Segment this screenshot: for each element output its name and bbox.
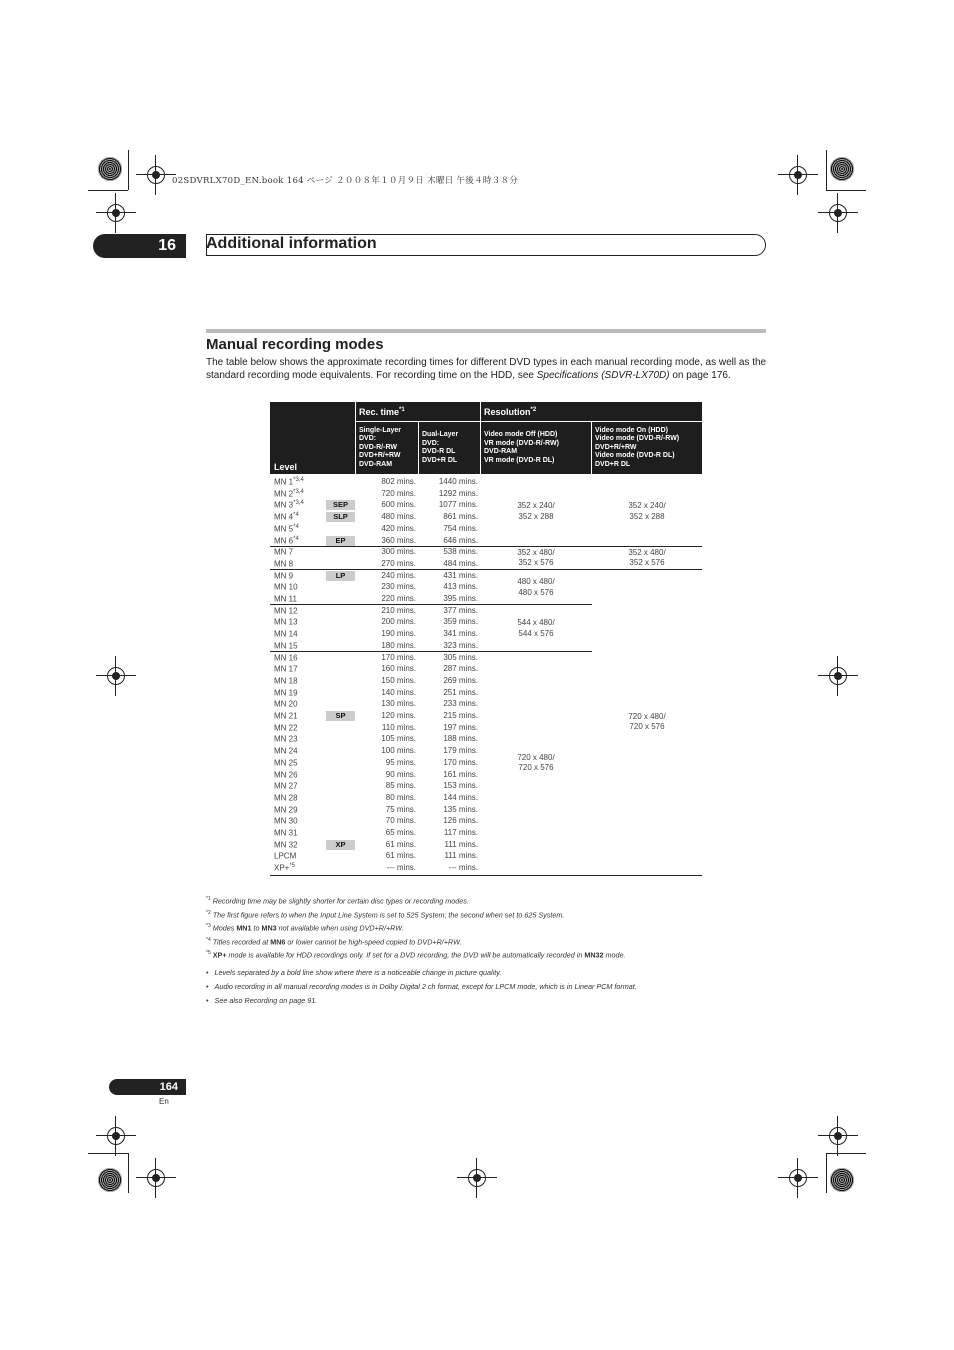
note-item: • Levels separated by a bold line show where there is a noticeable change in picture quality.: [206, 968, 502, 977]
footnote: $^{*5}$ XP+ mode is available for HDD recordings only. If set for a DVD recording, the DVD will be automatically recorded in MN32 mode.: [206, 950, 626, 960]
group-separator: [270, 569, 702, 570]
dual-layer-time: 646 mins.: [443, 535, 478, 545]
dual-layer-time: 135 mins.: [443, 804, 478, 814]
table-row: [270, 792, 702, 804]
single-layer-time: 160 mins.: [381, 664, 416, 674]
standard-mode-badge: LP: [326, 571, 355, 581]
resolution-value: 544 x 480/ 544 x 576: [517, 618, 555, 638]
section-title: Manual recording modes: [206, 336, 384, 353]
table-row: [270, 839, 702, 851]
trim-line: [128, 1153, 129, 1193]
table-row: [270, 652, 702, 664]
trim-line: [128, 150, 129, 190]
row-level: MN 29: [274, 805, 298, 815]
row-level: MN 19: [274, 688, 298, 698]
dual-layer-time: 305 mins.: [443, 652, 478, 662]
dual-layer-time: 161 mins.: [443, 769, 478, 779]
single-layer-time: 300 mins.: [381, 547, 416, 557]
table-row: [270, 815, 702, 827]
single-layer-time: 95 mins.: [385, 757, 416, 767]
resolution-value: 352 x 480/ 352 x 576: [517, 547, 555, 568]
single-layer-time: 100 mins.: [381, 746, 416, 756]
dual-layer-time: --- mins.: [448, 863, 478, 873]
single-layer-time: 270 mins.: [381, 558, 416, 568]
registration-swirl-icon: [830, 1168, 854, 1192]
crosshair-icon: [143, 1165, 169, 1191]
row-level: MN 23: [274, 735, 298, 745]
row-level: MN 3$^{*3,4}$: [274, 500, 304, 511]
table-row: [270, 535, 702, 547]
dual-layer-time: 323 mins.: [443, 640, 478, 650]
resolution-value: 352 x 240/ 352 x 288: [628, 501, 666, 521]
page-language: En: [159, 1097, 169, 1106]
footnote: $^{*2}$ The first figure refers to when the Input Line System is set to 525 System; the second when set to 625 System.: [206, 909, 565, 919]
header-rec-time-cell: [356, 402, 480, 421]
row-level: MN 10: [274, 582, 298, 592]
single-layer-time: 80 mins.: [385, 792, 416, 802]
registration-swirl-icon: [830, 157, 854, 181]
crosshair-icon: [785, 162, 811, 188]
registration-swirl-icon: [98, 157, 122, 181]
intro-text: The table below shows the approximate recording times for different DVD types in each manual recording mode, as well as the standard recording mode equivalents. For recording time on the HDD, see: [206, 357, 767, 381]
row-level: MN 32: [274, 840, 298, 850]
row-level: MN 21: [274, 711, 298, 721]
row-level: MN 26: [274, 770, 298, 780]
standard-mode-badge: EP: [326, 536, 355, 546]
resolution-value: 480 x 480/ 480 x 576: [517, 577, 555, 597]
single-layer-time: 220 mins.: [381, 594, 416, 603]
dual-layer-time: 251 mins.: [443, 687, 478, 697]
row-level: MN 14: [274, 629, 298, 639]
crosshair-icon: [825, 200, 851, 226]
row-level: MN 9: [274, 571, 294, 581]
trim-line: [826, 150, 827, 190]
table-row: [270, 827, 702, 839]
row-level: MN 20: [274, 699, 298, 709]
header-video-on: Video mode On (HDD) Video mode (DVD-R/-RW) DVD+R/+RW Video mode (DVD-R DL) DVD+R DL: [595, 426, 680, 468]
footnote: $^{*4}$ Titles recorded at MN6 or lower cannot be high-speed copied to DVD+R/+RW.: [206, 936, 462, 946]
intro-text-end: on page 176.: [669, 370, 731, 381]
dual-layer-time: 413 mins.: [443, 582, 478, 592]
row-level: MN 7: [274, 547, 294, 557]
row-level: MN 2$^{*3,4}$: [274, 488, 304, 499]
dual-layer-time: 431 mins.: [443, 570, 478, 580]
row-level: LPCM: [274, 852, 297, 862]
single-layer-time: 120 mins.: [381, 711, 416, 720]
standard-mode-badge: XP: [326, 840, 355, 850]
row-level: MN 18: [274, 676, 298, 686]
row-level: MN 12: [274, 606, 298, 616]
crosshair-icon: [825, 1123, 851, 1149]
table-row: [270, 675, 702, 687]
header-rec-time: Rec. time$^{*1}$: [359, 407, 405, 417]
single-layer-time: 802 mins.: [381, 477, 416, 486]
dual-layer-time: 111 mins.: [444, 839, 478, 849]
row-level: MN 16: [274, 653, 298, 663]
intro-paragraph: [206, 356, 768, 382]
single-layer-time: 70 mins.: [385, 816, 416, 826]
group-separator: [270, 546, 702, 547]
single-layer-time: 180 mins.: [381, 640, 416, 650]
single-layer-time: 61 mins.: [385, 839, 416, 849]
group-separator: [270, 875, 702, 876]
single-layer-time: 150 mins.: [381, 675, 416, 685]
single-layer-time: 65 mins.: [385, 828, 416, 837]
single-layer-time: 600 mins.: [381, 500, 416, 510]
dual-layer-time: 233 mins.: [443, 699, 478, 709]
dual-layer-time: 1292 mins.: [438, 488, 478, 498]
single-layer-time: 200 mins.: [381, 617, 416, 627]
crosshair-icon: [103, 200, 129, 226]
single-layer-time: 110 mins.: [381, 722, 416, 732]
dual-layer-time: 269 mins.: [443, 675, 478, 685]
single-layer-time: 75 mins.: [385, 804, 416, 814]
standard-mode-badge: SEP: [326, 500, 355, 510]
row-level: MN 17: [274, 664, 298, 674]
header-video-off: Video mode Off (HDD) VR mode (DVD-R/-RW) DVD-RAM VR mode (DVD-R DL): [484, 431, 559, 464]
row-level: XP+$^{*5}$: [274, 863, 296, 873]
dual-layer-time: 111 mins.: [444, 851, 478, 861]
dual-layer-time: 538 mins.: [443, 547, 478, 557]
single-layer-time: 480 mins.: [381, 512, 416, 522]
table-row: [270, 663, 702, 675]
row-level: MN 25: [274, 758, 298, 768]
dual-layer-time: 197 mins.: [443, 722, 478, 732]
row-level: MN 27: [274, 781, 298, 791]
crosshair-icon: [785, 1165, 811, 1191]
footnote: $^{*3}$ Modes MN1 to MN3 not available when using DVD+R/+RW.: [206, 923, 404, 933]
header-dual-layer-cell: [419, 422, 480, 474]
standard-mode-badge: SLP: [326, 512, 355, 522]
resolution-value: 352 x 240/ 352 x 288: [517, 501, 555, 521]
dual-layer-time: 144 mins.: [443, 792, 478, 802]
table-row: [270, 780, 702, 792]
dual-layer-time: 117 mins.: [443, 828, 478, 837]
table-row: [270, 733, 702, 745]
trim-line: [88, 1153, 128, 1154]
row-level: MN 28: [274, 793, 298, 803]
header-video-off-cell: [481, 422, 591, 474]
dual-layer-time: 359 mins.: [443, 617, 478, 627]
row-level: MN 11: [274, 594, 297, 604]
group-separator: [270, 651, 592, 652]
table-row: [270, 640, 702, 652]
dual-layer-time: 861 mins.: [443, 512, 478, 522]
header-dual-layer: Dual-Layer DVD: DVD-R DL DVD+R DL: [422, 431, 459, 464]
table-row: [270, 488, 702, 500]
crosshair-icon: [103, 1123, 129, 1149]
dual-layer-time: 395 mins.: [443, 594, 478, 603]
dual-layer-time: 1077 mins.: [438, 500, 478, 510]
dual-layer-time: 341 mins.: [443, 629, 478, 639]
single-layer-time: 210 mins.: [381, 605, 416, 615]
single-layer-time: 230 mins.: [381, 582, 416, 592]
table-row: [270, 605, 702, 617]
single-layer-time: 420 mins.: [381, 523, 416, 533]
single-layer-time: 190 mins.: [381, 629, 416, 639]
crosshair-icon: [143, 162, 169, 188]
dual-layer-time: 153 mins.: [443, 781, 478, 791]
single-layer-time: 720 mins.: [381, 488, 416, 498]
row-level: MN 24: [274, 746, 298, 756]
dual-layer-time: 287 mins.: [443, 664, 478, 674]
table-row: [270, 523, 702, 535]
table-row: [270, 862, 702, 874]
chapter-number: 16: [93, 234, 186, 258]
single-layer-time: 61 mins.: [385, 851, 416, 861]
crosshair-icon: [464, 1165, 490, 1191]
note-item: • Audio recording in all manual recording modes is in Dolby Digital 2 ch format, except for LPCM mode, which is in Linear PCM format.: [206, 982, 637, 991]
registration-swirl-icon: [98, 1168, 122, 1192]
single-layer-time: 140 mins.: [381, 687, 416, 697]
table-row: [270, 850, 702, 862]
row-level: MN 13: [274, 618, 298, 628]
header-resolution: Resolution$^{*2}$: [484, 407, 537, 417]
page-number: 164: [109, 1079, 186, 1095]
table-row: [270, 804, 702, 816]
crosshair-icon: [825, 663, 851, 689]
dual-layer-time: 170 mins.: [443, 757, 478, 767]
trim-line: [826, 1153, 827, 1193]
resolution-value: 720 x 480/ 720 x 576: [628, 711, 666, 732]
row-level: MN 31: [274, 828, 298, 838]
single-layer-time: 130 mins.: [381, 699, 416, 709]
row-level: MN 6$^{*4}$: [274, 535, 299, 546]
resolution-value: 720 x 480/ 720 x 576: [517, 752, 555, 773]
dual-layer-time: 126 mins.: [443, 816, 478, 826]
trim-line: [88, 190, 128, 191]
group-separator: [270, 604, 592, 605]
row-level: MN 4$^{*4}$: [274, 512, 299, 522]
single-layer-time: 170 mins.: [381, 652, 416, 662]
header-level-cell: [270, 402, 355, 474]
standard-mode-badge: SP: [326, 711, 355, 721]
row-level: MN 1$^{*3,4}$: [274, 477, 304, 487]
section-rule: [206, 329, 766, 333]
note-item: • See also Recording on page 91.: [206, 996, 318, 1005]
header-level: Level: [274, 461, 298, 472]
header-video-on-cell: [592, 422, 702, 474]
dual-layer-time: 179 mins.: [443, 746, 478, 756]
dual-layer-time: 1440 mins.: [438, 477, 478, 486]
header-resolution-cell: [481, 402, 702, 421]
table-row: [270, 687, 702, 699]
crosshair-icon: [103, 663, 129, 689]
trim-line: [826, 190, 866, 191]
header-single-layer: Single-Layer DVD: DVD-R/-RW DVD+R/+RW DVD-RAM: [359, 426, 402, 468]
intro-reference: Specifications (SDVR-LX70D): [536, 370, 670, 381]
row-level: MN 8: [274, 559, 294, 569]
table-row: [270, 698, 702, 710]
single-layer-time: 360 mins.: [381, 535, 416, 545]
single-layer-time: 85 mins.: [385, 781, 416, 791]
table-row: [270, 476, 702, 488]
trim-line: [826, 1153, 866, 1154]
chapter-title: Additional information: [206, 235, 377, 252]
row-level: MN 15: [274, 641, 298, 651]
file-header: 02SDVRLX70D_EN.book 164 ページ ２００８年１０月９日 木曜日 午後４時３８分: [172, 176, 519, 186]
single-layer-time: 105 mins.: [381, 734, 416, 744]
single-layer-time: 240 mins.: [381, 570, 416, 580]
header-single-layer-cell: [356, 422, 418, 474]
footnote: $^{*1}$ Recording time may be slightly shorter for certain disc types or recording modes.: [206, 896, 469, 906]
dual-layer-time: 754 mins.: [443, 523, 478, 533]
row-level: MN 30: [274, 816, 298, 826]
row-level: MN 5$^{*4}$: [274, 523, 299, 534]
dual-layer-time: 215 mins.: [443, 711, 478, 720]
single-layer-time: --- mins.: [386, 863, 416, 873]
dual-layer-time: 188 mins.: [443, 734, 478, 744]
dual-layer-time: 377 mins.: [443, 605, 478, 615]
row-level: MN 22: [274, 723, 298, 733]
dual-layer-time: 484 mins.: [443, 558, 478, 568]
single-layer-time: 90 mins.: [385, 769, 416, 779]
resolution-value: 352 x 480/ 352 x 576: [628, 547, 666, 568]
